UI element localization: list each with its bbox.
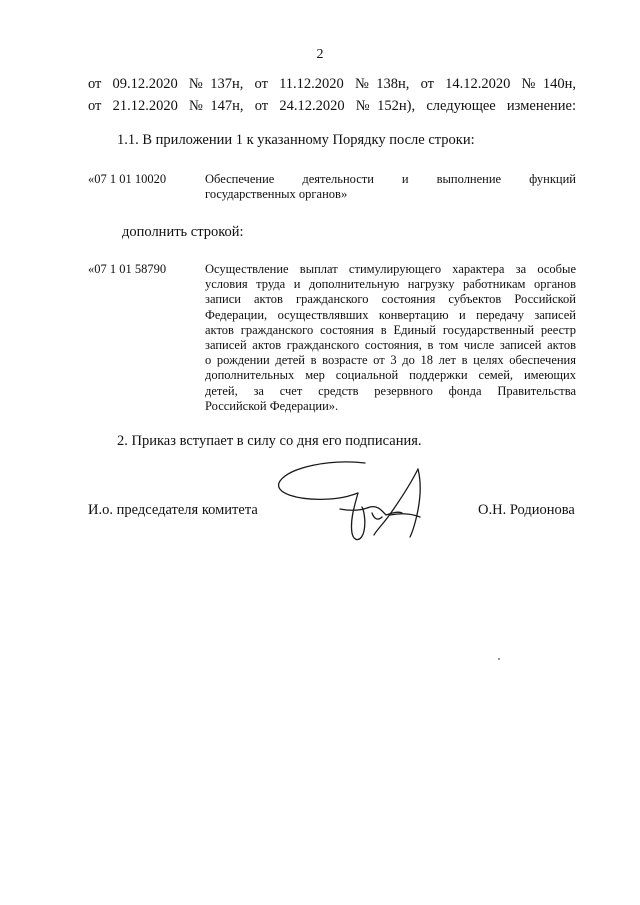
- handwritten-signature: [270, 455, 450, 555]
- clause-2: 2. Приказ вступает в силу со дня его подписания.: [117, 433, 422, 449]
- existing-row-line: государственных органов»: [205, 187, 348, 202]
- new-row-line: детей, за счет средств резервного фонда Правительства: [205, 383, 576, 398]
- new-row-line: записи актов гражданского состояния субъектов Российской: [205, 292, 576, 307]
- new-row-description: [205, 262, 576, 414]
- page-number: 2: [316, 47, 324, 62]
- existing-row-line: Обеспечение деятельности и выполнение функций: [205, 172, 576, 186]
- new-row-line: условия труда и дополнительную нагрузку работникам органов: [205, 277, 576, 292]
- new-row-line: Российской Федерации».: [205, 398, 339, 413]
- signer-position: И.о. председателя комитета: [88, 502, 258, 518]
- supplement-label: дополнить строкой:: [122, 224, 244, 240]
- clause-1-1: 1.1. В приложении 1 к указанному Порядку после строки:: [117, 132, 475, 148]
- signer-name: О.Н. Родионова: [478, 502, 575, 518]
- new-row-line: записей актов гражданского состояния, в том числе записей актов: [205, 338, 576, 353]
- intro-line-2: от 21.12.2020 №147н, от 24.12.2020 №152н), следующее изменение:: [88, 98, 576, 114]
- new-row-line: о рождении детей в возрасте от 3 до 18 лет в целях обеспечения: [205, 353, 576, 368]
- new-row-line: Федерации, осуществлявших конвертацию и передачу записей: [205, 307, 576, 322]
- new-row-code: «07 1 01 58790: [88, 262, 167, 276]
- existing-row-description: [205, 172, 576, 202]
- new-row-line: дополнительных мер социальной поддержки семей, имеющих: [205, 368, 576, 383]
- new-row-line: Осуществление выплат стимулирующего характера за особые: [205, 262, 576, 276]
- intro-line-1: от 09.12.2020 №137н, от 11.12.2020 №138н, от 14.12.2020 №140н,: [88, 76, 576, 92]
- new-row-line: актов гражданского состояния в Единый государственный реестр: [205, 322, 576, 337]
- existing-row-code: «07 1 01 10020: [88, 172, 167, 186]
- scan-speck: [498, 658, 500, 660]
